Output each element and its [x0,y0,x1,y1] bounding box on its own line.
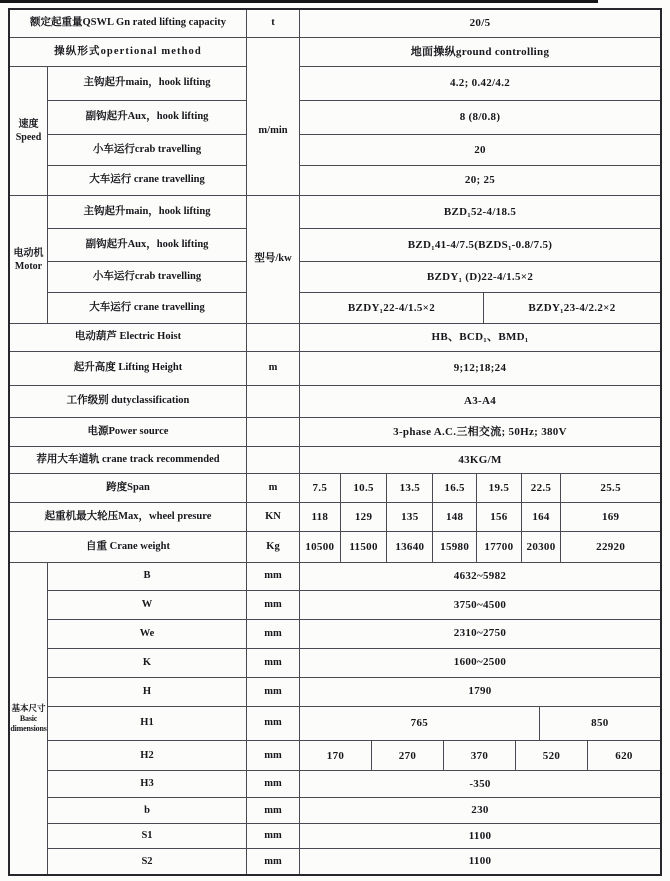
value-cell: 169 [561,503,660,532]
row-dim-S2 [48,849,660,874]
wheel-pressure-values [300,503,660,532]
value-cell: 10.5 [341,474,388,503]
spec-table [8,8,662,876]
unit-cell-merged: 型号/kw [247,196,300,324]
value-cell: 1600~2500 [300,649,660,678]
value-cell: 156 [477,503,522,532]
unit-cell: mm [247,798,300,824]
value-cell: 11500 [341,532,388,563]
row-crane-weight [10,532,660,563]
row-rated-capacity [10,10,660,38]
unit-cell: m [247,352,300,386]
unit-cell: mm [247,849,300,874]
row-span [10,474,660,503]
label-cell: K [48,649,247,678]
row-dim-H3 [48,771,660,798]
group-cell-basic-dimensions [10,563,48,874]
section-motor [10,196,660,324]
row-dim-We [48,620,660,649]
row-dim-K [48,649,660,678]
span-values [300,474,660,503]
value-cell: 20300 [522,532,562,563]
row-dim-B [48,563,660,591]
dimension-rows [48,563,660,874]
value-cell: 43KG/M [300,447,660,474]
value-cell: 20/5 [300,10,660,38]
label-cell: 主钩起升main，hook lifting [48,196,247,229]
unit-cell: mm [247,563,300,591]
unit-cell: Kg [247,532,300,563]
value-cell: 25.5 [561,474,660,503]
value-cell: HB、BCD₁、BMD₁ [300,324,660,352]
label-cell: b [48,798,247,824]
value-cell: 135 [387,503,433,532]
row-duty-classification [10,386,660,418]
unit-cell-empty [247,38,300,67]
row-dim-H1 [48,707,660,742]
crane-weight-values [300,532,660,563]
label-cell: 大车运行 crane travelling [48,166,247,196]
value-cell: 1100 [468,855,492,868]
value-cell: 1790 [300,678,660,707]
unit-cell-merged: m/min [247,67,300,196]
label-cell: W [48,591,247,620]
row-electric-hoist [10,324,660,352]
value-cell: 20 [300,135,660,166]
label-cell: We [48,620,247,649]
value-cell: A3-A4 [300,386,660,418]
label-cell: S1 [48,824,247,849]
value-cell: 7.5 [300,474,341,503]
label-cell: H3 [48,771,247,798]
value-cell: 19.5 [477,474,522,503]
unit-cell-empty [247,324,300,352]
label-cell: 小车运行crab travelling [48,135,247,166]
row-power-source [10,418,660,447]
section-speed [10,67,660,196]
unit-cell-empty [247,418,300,447]
unit-cell: m [247,474,300,503]
value-cell: 22.5 [522,474,562,503]
unit-cell-empty [247,386,300,418]
motor-labels [48,196,247,324]
h1-values [300,707,660,742]
value-cell: 20; 25 [300,166,660,196]
label-cell: H1 [48,707,247,742]
value-cell: 地面操纵ground controlling [300,38,660,67]
label-cell: 电动葫芦 Electric Hoist [10,324,247,352]
value-cell: 2310~2750 [300,620,660,649]
value-cell: BZD₁52-4/18.5 [300,196,660,229]
value-cell: 13640 [387,532,433,563]
label-cell: 起重机最大轮压Max，wheel presure [10,503,247,532]
value-cell: 620 [588,741,660,771]
label-cell: 操纵形式opertional method [10,38,247,67]
value-cell: BZD₁41-4/7.5(BZDS₁-0.8/7.5) [300,229,660,262]
value-cell: 118 [300,503,341,532]
value-cell: 1100 [300,824,660,849]
row-dim-b [48,798,660,824]
value-cell: 3750~4500 [300,591,660,620]
value-cell: 3-phase A.C.三相交流; 50Hz; 380V [300,418,660,447]
group-label-en: Basic dimensions [10,713,47,734]
label-cell: 跨度Span [10,474,247,503]
row-wheel-pressure [10,503,660,532]
unit-cell: mm [247,824,300,849]
unit-cell: mm [247,649,300,678]
value-cell: BZDY₁23-4/2.2×2 [484,293,660,324]
label-cell: 副钩起升Aux，hook lifting [48,101,247,135]
row-lifting-height [10,352,660,386]
label-cell: 起升高度 Lifting Height [10,352,247,386]
value-cell: 15980 [433,532,477,563]
section-basic-dimensions [10,563,660,874]
label-cell: 小车运行crab travelling [48,262,247,293]
speed-labels [48,67,247,196]
label-cell: B [48,563,247,591]
row-dim-H2 [48,741,660,771]
h2-values [300,741,660,771]
value-cell: 9;12;18;24 [300,352,660,386]
label-cell: 工作级别 dutyclassification [10,386,247,418]
value-cell: 370 [444,741,516,771]
row-dim-H [48,678,660,707]
value-cell: 148 [433,503,477,532]
label-cell: 副钩起升Aux，hook lifting [48,229,247,262]
value-cell: 850 [540,707,660,742]
label-cell: 电源Power source [10,418,247,447]
label-cell: 自重 Crane weight [10,532,247,563]
value-cell: 4.2; 0.42/4.2 [300,67,660,101]
value-cell: 270 [372,741,444,771]
label-cell: 主钩起升main，hook lifting [48,67,247,101]
value-cell: 8 (8/0.8) [300,101,660,135]
group-cell-motor [10,196,48,324]
value-cell: 17700 [477,532,522,563]
row-dim-S1 [48,824,660,849]
group-label-zh: 速度 [18,119,39,130]
label-cell: 荐用大车道轨 crane track recommended [10,447,247,474]
value-cell: 129 [341,503,388,532]
label-cell: 额定起重量QSWL Gn rated lifting capacity [10,10,247,38]
value-cell: BZDY₁ (D)22-4/1.5×2 [300,262,660,293]
value-cell: 230 [300,798,660,824]
scan-edge-artifact [0,0,598,3]
unit-cell: mm [247,620,300,649]
unit-cell: mm [247,591,300,620]
value-cell: 170 [300,741,372,771]
speed-values [300,67,660,196]
label-cell: H2 [48,741,247,771]
value-cell: -350 [300,771,660,798]
group-label-en: Speed [15,132,42,143]
group-label-en: Motor [14,260,43,272]
label-cell: S2 [48,849,247,874]
unit-cell: KN [247,503,300,532]
value-cell: 16.5 [433,474,477,503]
value-cell: 164 [522,503,562,532]
unit-cell: mm [247,771,300,798]
group-cell-speed [10,67,48,196]
value-cell: 520 [516,741,588,771]
row-operational-method [10,38,660,67]
motor-values [300,196,660,324]
value-cell: 4632~5982 [300,563,660,591]
motor-crane-split [300,293,660,324]
unit-cell: t [247,10,300,38]
label-cell: H [48,678,247,707]
row-crane-track [10,447,660,474]
unit-cell: mm [247,741,300,771]
label-cell: 大车运行 crane travelling [48,293,247,324]
group-label-zh: 基本尺寸 [11,702,46,713]
unit-cell-empty [247,447,300,474]
value-cell: 22920 [561,532,660,563]
group-label-zh: 电动机 [13,247,44,259]
value-cell: 765 [300,707,540,742]
value-cell: BZDY₁22-4/1.5×2 [300,293,484,324]
row-dim-W [48,591,660,620]
value-cell: 10500 [300,532,341,563]
unit-cell: mm [247,707,300,742]
unit-cell: mm [247,678,300,707]
value-cell: 13.5 [387,474,433,503]
